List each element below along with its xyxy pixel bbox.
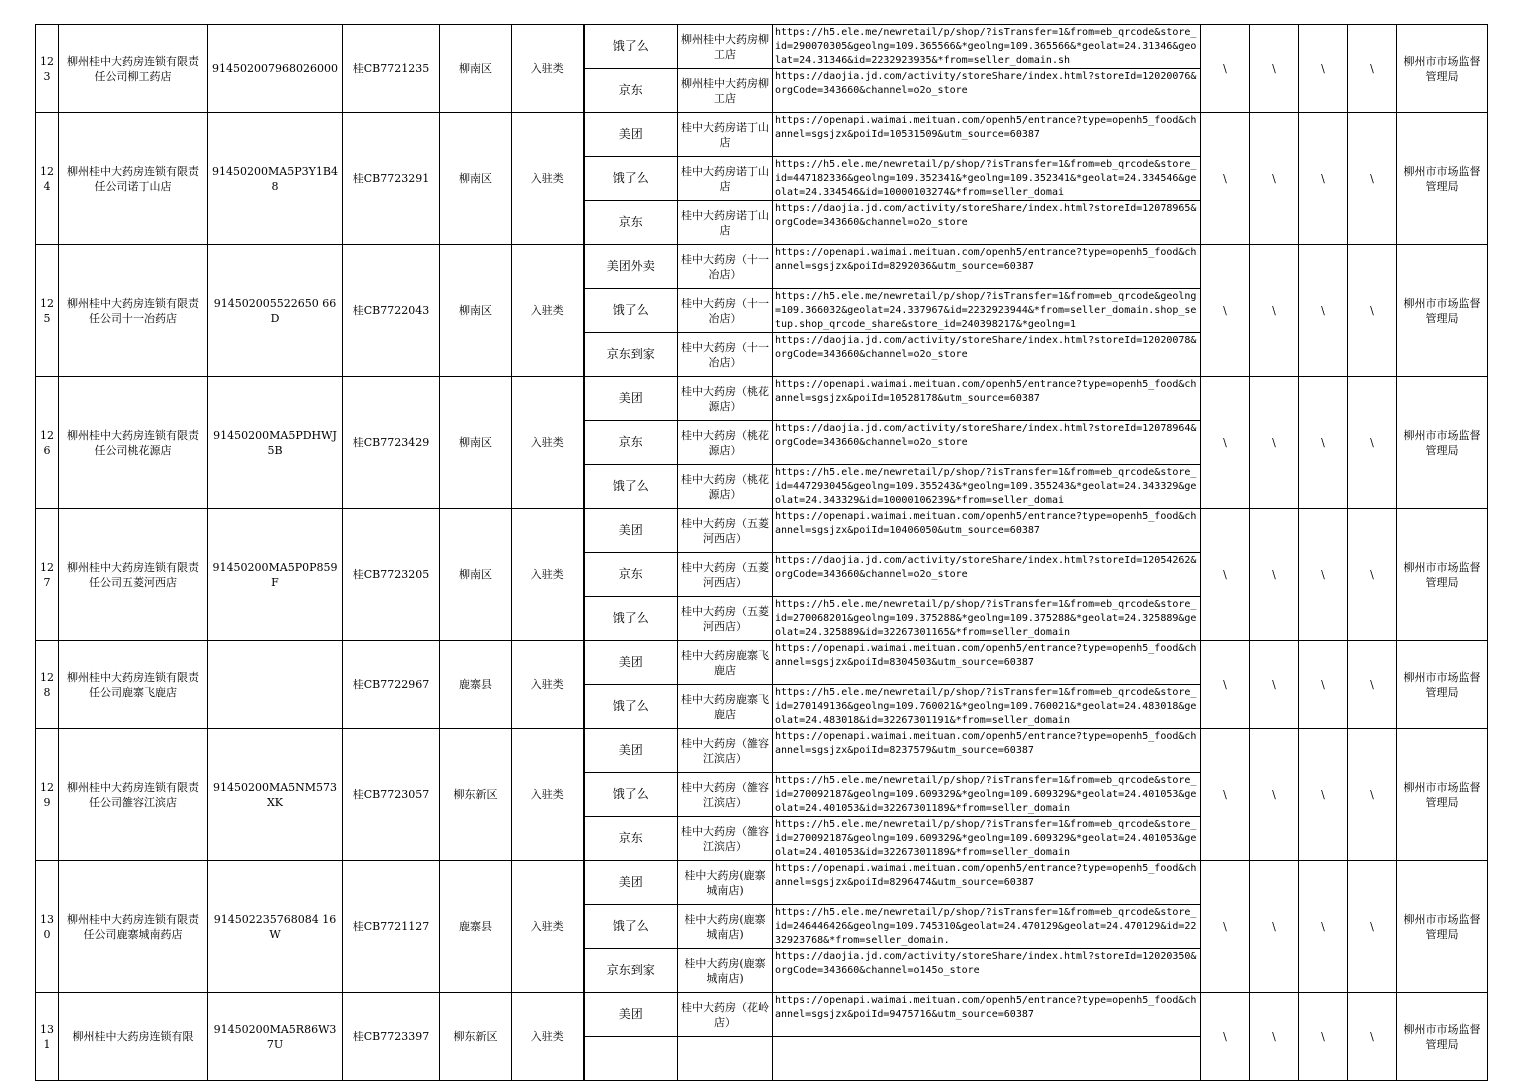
check-mark: \ [1299, 377, 1348, 509]
company-name: 柳州桂中大药房连锁有限责任公司鹿寨城南药店 [59, 861, 208, 993]
check-mark: \ [1201, 861, 1250, 993]
check-mark: \ [1201, 25, 1250, 113]
platform-name: 京东到家 [584, 949, 678, 993]
store-listing-table [35, 24, 1488, 1081]
platform-name: 京东 [584, 201, 678, 245]
store-name: 桂中大药房诺丁山店 [678, 157, 773, 201]
store-url[interactable] [773, 905, 1201, 949]
platform-name: 饿了么 [584, 773, 678, 817]
table-row [36, 377, 1488, 421]
store-name: 桂中大药房（雒容江滨店） [678, 817, 773, 861]
store-url-text[interactable]: https://daojia.jd.com/activity/storeShare/index.html?storeId=12054262&orgCode=343660&channel=o2o_store [775, 555, 1197, 580]
store-name: 桂中大药房(鹿寨城南店) [678, 949, 773, 993]
district: 柳南区 [440, 509, 512, 641]
check-mark: \ [1348, 113, 1397, 245]
store-name: 桂中大药房（花岭店） [678, 993, 773, 1037]
company-name: 柳州桂中大药房连锁有限责任公司雒容江滨店 [59, 729, 208, 861]
store-name: 桂中大药房（十一冶店） [678, 245, 773, 289]
store-name: 桂中大药房（五菱河西店） [678, 597, 773, 641]
store-url-text[interactable]: https://daojia.jd.com/activity/storeShare/index.html?storeId=12020078&orgCode=343660&channel=o2o_store [775, 335, 1197, 360]
store-url[interactable] [773, 509, 1201, 553]
store-url[interactable] [773, 729, 1201, 773]
check-mark: \ [1250, 729, 1299, 861]
check-mark: \ [1348, 729, 1397, 861]
category: 入驻类 [512, 377, 584, 509]
store-url[interactable] [773, 553, 1201, 597]
license-number: 桂CB7723397 [343, 993, 440, 1081]
table-row [36, 113, 1488, 157]
check-mark: \ [1250, 245, 1299, 377]
check-mark: \ [1299, 641, 1348, 729]
credit-code: 91450200MA5PDHWJ5B [208, 377, 343, 509]
store-url-text[interactable]: https://h5.ele.me/newretail/p/shop/?isTransfer=1&from=eb_qrcode&store_id=447293045&geolng=109.355243&*geolng=109.355243&*geolat=24.343329&geolat=24.343329&id=10000106239&*from=seller_domai [775, 467, 1197, 506]
license-number: 桂CB7723205 [343, 509, 440, 641]
platform-name: 京东到家 [584, 333, 678, 377]
store-name: 桂中大药房（桃花源店） [678, 377, 773, 421]
store-name: 桂中大药房（五菱河西店） [678, 553, 773, 597]
platform-name: 饿了么 [584, 905, 678, 949]
platform-name: 美团 [584, 509, 678, 553]
platform-name: 京东 [584, 421, 678, 465]
company-name: 柳州桂中大药房连锁有限责任公司鹿寨飞鹿店 [59, 641, 208, 729]
table-row [36, 861, 1488, 905]
platform-name: 饿了么 [584, 289, 678, 333]
check-mark: \ [1201, 377, 1250, 509]
store-url-text[interactable]: https://openapi.waimai.meituan.com/openh5/entrance?type=openh5_food&channel=sgsjzx&poiId=8292036&utm_source=60387 [775, 247, 1197, 272]
store-url-text[interactable]: https://daojia.jd.com/activity/storeShare/index.html?storeId=12078964&orgCode=343660&channel=o2o_store [775, 423, 1197, 448]
store-url[interactable] [773, 1037, 1201, 1081]
platform-name: 饿了么 [584, 597, 678, 641]
store-url[interactable] [773, 157, 1201, 201]
authority-name: 柳州市市场监督管理局 [1397, 861, 1488, 993]
category: 入驻类 [512, 245, 584, 377]
store-url[interactable] [773, 421, 1201, 465]
company-name: 柳州桂中大药房连锁有限责任公司诺丁山店 [59, 113, 208, 245]
credit-code: 91450200MA5NM573XK [208, 729, 343, 861]
credit-code: 91450200MA5R86W37U [208, 993, 343, 1081]
company-name: 柳州桂中大药房连锁有限责任公司十一冶药店 [59, 245, 208, 377]
store-url-text[interactable]: https://h5.ele.me/newretail/p/shop/?isTransfer=1&from=eb_qrcode&store_id=447182336&geolng=109.352341&*geolng=109.352341&*geolat=24.334546&geolat=24.334546&id=10000103274&*from=seller_domai [775, 159, 1197, 198]
check-mark: \ [1250, 113, 1299, 245]
table-row [36, 641, 1488, 685]
check-mark: \ [1299, 245, 1348, 377]
check-mark: \ [1250, 641, 1299, 729]
company-name: 柳州桂中大药房连锁有限 [59, 993, 208, 1081]
check-mark: \ [1250, 861, 1299, 993]
store-name: 桂中大药房（十一冶店） [678, 289, 773, 333]
check-mark: \ [1348, 861, 1397, 993]
store-url[interactable] [773, 377, 1201, 421]
category: 入驻类 [512, 993, 584, 1081]
row-number: 124 [36, 113, 59, 245]
check-mark: \ [1201, 245, 1250, 377]
check-mark: \ [1348, 25, 1397, 113]
store-name: 桂中大药房（雒容江滨店） [678, 729, 773, 773]
store-url[interactable] [773, 333, 1201, 377]
check-mark: \ [1201, 509, 1250, 641]
credit-code: 914502007968026000 [208, 25, 343, 113]
check-mark: \ [1299, 509, 1348, 641]
license-number: 桂CB7723291 [343, 113, 440, 245]
store-url[interactable] [773, 465, 1201, 509]
store-url[interactable] [773, 69, 1201, 113]
store-name: 桂中大药房（五菱河西店） [678, 509, 773, 553]
store-name: 柳州桂中大药房柳工店 [678, 69, 773, 113]
store-url[interactable] [773, 773, 1201, 817]
platform-name: 饿了么 [584, 465, 678, 509]
store-url[interactable] [773, 949, 1201, 993]
store-url-text[interactable] [775, 1037, 1198, 1038]
store-name: 桂中大药房(鹿寨城南店) [678, 861, 773, 905]
check-mark: \ [1250, 25, 1299, 113]
platform-name: 京东 [584, 69, 678, 113]
category: 入驻类 [512, 641, 584, 729]
platform-name: 饿了么 [584, 157, 678, 201]
category: 入驻类 [512, 113, 584, 245]
store-name: 桂中大药房鹿寨飞鹿店 [678, 685, 773, 729]
store-url-text[interactable]: https://openapi.waimai.meituan.com/openh5/entrance?type=openh5_food&channel=sgsjzx&poiId=8237579&utm_source=60387 [775, 731, 1197, 756]
authority-name: 柳州市市场监督管理局 [1397, 509, 1488, 641]
store-url[interactable] [773, 817, 1201, 861]
check-mark: \ [1348, 245, 1397, 377]
store-name: 桂中大药房（雒容江滨店） [678, 773, 773, 817]
store-url[interactable] [773, 113, 1201, 157]
platform-name: 京东 [584, 553, 678, 597]
table-row [36, 993, 1488, 1037]
platform-name: 饿了么 [584, 25, 678, 69]
authority-name: 柳州市市场监督管理局 [1397, 993, 1488, 1081]
category: 入驻类 [512, 729, 584, 861]
table-row [36, 509, 1488, 553]
check-mark: \ [1250, 377, 1299, 509]
check-mark: \ [1250, 993, 1299, 1081]
row-number: 123 [36, 25, 59, 113]
credit-code: 91450200MA5P3Y1B48 [208, 113, 343, 245]
row-number: 129 [36, 729, 59, 861]
check-mark: \ [1348, 641, 1397, 729]
district: 柳南区 [440, 377, 512, 509]
check-mark: \ [1348, 509, 1397, 641]
store-name: 桂中大药房诺丁山店 [678, 201, 773, 245]
store-url-text[interactable]: https://h5.ele.me/newretail/p/shop/?isTransfer=1&from=eb_qrcode&store_id=270068201&geolng=109.375288&*geolng=109.375288&*geolat=24.325889&geolat=24.325889&id=32267301165&*from=seller_domain [775, 599, 1197, 638]
check-mark: \ [1299, 729, 1348, 861]
table-row [36, 245, 1488, 289]
company-name: 柳州桂中大药房连锁有限责任公司柳工药店 [59, 25, 208, 113]
store-url[interactable] [773, 993, 1201, 1037]
listing-table-sheet [35, 24, 1487, 1051]
credit-code [208, 641, 343, 729]
store-name: 桂中大药房诺丁山店 [678, 113, 773, 157]
store-name [678, 1037, 773, 1081]
platform-name: 美团 [584, 993, 678, 1037]
company-name: 柳州桂中大药房连锁有限责任公司五菱河西店 [59, 509, 208, 641]
district: 柳南区 [440, 113, 512, 245]
district: 柳南区 [440, 245, 512, 377]
company-name: 柳州桂中大药房连锁有限责任公司桃花源店 [59, 377, 208, 509]
license-number: 桂CB7723057 [343, 729, 440, 861]
check-mark: \ [1299, 25, 1348, 113]
authority-name: 柳州市市场监督管理局 [1397, 641, 1488, 729]
store-url-text[interactable]: https://daojia.jd.com/activity/storeShare/index.html?storeId=12020076&orgCode=343660&channel=o2o_store [775, 71, 1197, 96]
table-row [36, 25, 1488, 69]
district: 柳东新区 [440, 993, 512, 1081]
store-url-text[interactable]: https://h5.ele.me/newretail/p/shop/?isTransfer=1&from=eb_qrcode&store_id=246446426&geolng=109.745310&geolat=24.470129&geolat=24.470129&id=2232923768&*from=seller_domain. [775, 907, 1197, 946]
platform-name: 饿了么 [584, 685, 678, 729]
store-url-text[interactable]: https://h5.ele.me/newretail/p/shop/?isTransfer=1&from=eb_qrcode&store_id=270149136&geolng=109.760021&*geolng=109.760021&*geolat=24.483018&geolat=24.483018&id=32267301191&*from=seller_domain [775, 687, 1197, 726]
store-url-text[interactable]: https://h5.ele.me/newretail/p/shop/?isTransfer=1&from=eb_qrcode&store_id=270092187&geolng=109.609329&*geolng=109.609329&*geolat=24.401053&geolat=24.401053&id=32267301189&*from=seller_domain [775, 819, 1197, 858]
store-url[interactable] [773, 861, 1201, 905]
store-url[interactable] [773, 685, 1201, 729]
row-number: 130 [36, 861, 59, 993]
district: 鹿寨县 [440, 861, 512, 993]
store-url-text[interactable]: https://openapi.waimai.meituan.com/openh5/entrance?type=openh5_food&channel=sgsjzx&poiId=10528178&utm_source=60387 [775, 379, 1197, 404]
category: 入驻类 [512, 509, 584, 641]
row-number: 126 [36, 377, 59, 509]
store-url-text[interactable]: https://h5.ele.me/newretail/p/shop/?isTransfer=1&from=eb_qrcode&geolng=109.366032&geolat=24.337967&id=2232923944&*from=seller_domain.shop_setup.shop_qrcode_share&store_id=240398217&*geolng=1 [775, 291, 1197, 330]
authority-name: 柳州市市场监督管理局 [1397, 113, 1488, 245]
store-url-text[interactable]: https://openapi.waimai.meituan.com/openh5/entrance?type=openh5_food&channel=sgsjzx&poiId=10406050&utm_source=60387 [775, 511, 1197, 536]
platform-name: 京东 [584, 817, 678, 861]
district: 柳南区 [440, 25, 512, 113]
license-number: 桂CB7722967 [343, 641, 440, 729]
store-url[interactable] [773, 25, 1201, 69]
store-name: 柳州桂中大药房柳工店 [678, 25, 773, 69]
store-url-text[interactable]: https://h5.ele.me/newretail/p/shop/?isTransfer=1&from=eb_qrcode&store_id=290070305&geolng=109.365566&*geolng=109.365566&*geolat=24.31346&geolat=24.31346&id=2232923935&*from=seller_domain.sh [775, 27, 1197, 66]
category: 入驻类 [512, 861, 584, 993]
platform-name: 美团外卖 [584, 245, 678, 289]
license-number: 桂CB7722043 [343, 245, 440, 377]
store-url-text[interactable]: https://openapi.waimai.meituan.com/openh5/entrance?type=openh5_food&channel=sgsjzx&poiId=9475716&utm_source=60387 [775, 995, 1197, 1020]
license-number: 桂CB7723429 [343, 377, 440, 509]
check-mark: \ [1201, 993, 1250, 1081]
credit-code: 91450200MA5P0P859F [208, 509, 343, 641]
check-mark: \ [1201, 113, 1250, 245]
platform-name [584, 1037, 678, 1081]
store-url-text[interactable]: https://daojia.jd.com/activity/storeShare/index.html?storeId=12078965&orgCode=343660&channel=o2o_store [775, 203, 1197, 228]
platform-name: 美团 [584, 729, 678, 773]
authority-name: 柳州市市场监督管理局 [1397, 25, 1488, 113]
store-url-text[interactable]: https://openapi.waimai.meituan.com/openh5/entrance?type=openh5_food&channel=sgsjzx&poiId=8304503&utm_source=60387 [775, 643, 1197, 668]
store-url[interactable] [773, 289, 1201, 333]
check-mark: \ [1348, 993, 1397, 1081]
store-name: 桂中大药房鹿寨飞鹿店 [678, 641, 773, 685]
platform-name: 美团 [584, 861, 678, 905]
store-url[interactable] [773, 597, 1201, 641]
license-number: 桂CB7721235 [343, 25, 440, 113]
store-name: 桂中大药房(鹿寨城南店) [678, 905, 773, 949]
category: 入驻类 [512, 25, 584, 113]
store-url[interactable] [773, 641, 1201, 685]
district: 鹿寨县 [440, 641, 512, 729]
store-url[interactable] [773, 201, 1201, 245]
credit-code: 914502005522650 66D [208, 245, 343, 377]
district: 柳东新区 [440, 729, 512, 861]
store-url-text[interactable]: https://openapi.waimai.meituan.com/openh5/entrance?type=openh5_food&channel=sgsjzx&poiId=8296474&utm_source=60387 [775, 863, 1197, 888]
check-mark: \ [1299, 861, 1348, 993]
store-name: 桂中大药房（桃花源店） [678, 465, 773, 509]
store-name: 桂中大药房（十一冶店） [678, 333, 773, 377]
table-row [36, 729, 1488, 773]
check-mark: \ [1201, 641, 1250, 729]
check-mark: \ [1201, 729, 1250, 861]
check-mark: \ [1299, 993, 1348, 1081]
store-url[interactable] [773, 245, 1201, 289]
row-number: 125 [36, 245, 59, 377]
row-number: 131 [36, 993, 59, 1081]
credit-code: 914502235768084 16W [208, 861, 343, 993]
check-mark: \ [1250, 509, 1299, 641]
row-number: 128 [36, 641, 59, 729]
authority-name: 柳州市市场监督管理局 [1397, 245, 1488, 377]
authority-name: 柳州市市场监督管理局 [1397, 377, 1488, 509]
platform-name: 美团 [584, 641, 678, 685]
store-name: 桂中大药房（桃花源店） [678, 421, 773, 465]
platform-name: 美团 [584, 113, 678, 157]
store-url-text[interactable]: https://openapi.waimai.meituan.com/openh5/entrance?type=openh5_food&channel=sgsjzx&poiId=10531509&utm_source=60387 [775, 115, 1197, 140]
check-mark: \ [1348, 377, 1397, 509]
check-mark: \ [1299, 113, 1348, 245]
store-url-text[interactable]: https://h5.ele.me/newretail/p/shop/?isTransfer=1&from=eb_qrcode&store_id=270092187&geolng=109.609329&*geolng=109.609329&*geolat=24.401053&geolat=24.401053&id=32267301189&*from=seller_domain [775, 775, 1197, 814]
license-number: 桂CB7721127 [343, 861, 440, 993]
store-url-text[interactable]: https://daojia.jd.com/activity/storeShare/index.html?storeId=12020350&orgCode=343660&channel=o145o_store [775, 951, 1197, 976]
row-number: 127 [36, 509, 59, 641]
authority-name: 柳州市市场监督管理局 [1397, 729, 1488, 861]
platform-name: 美团 [584, 377, 678, 421]
